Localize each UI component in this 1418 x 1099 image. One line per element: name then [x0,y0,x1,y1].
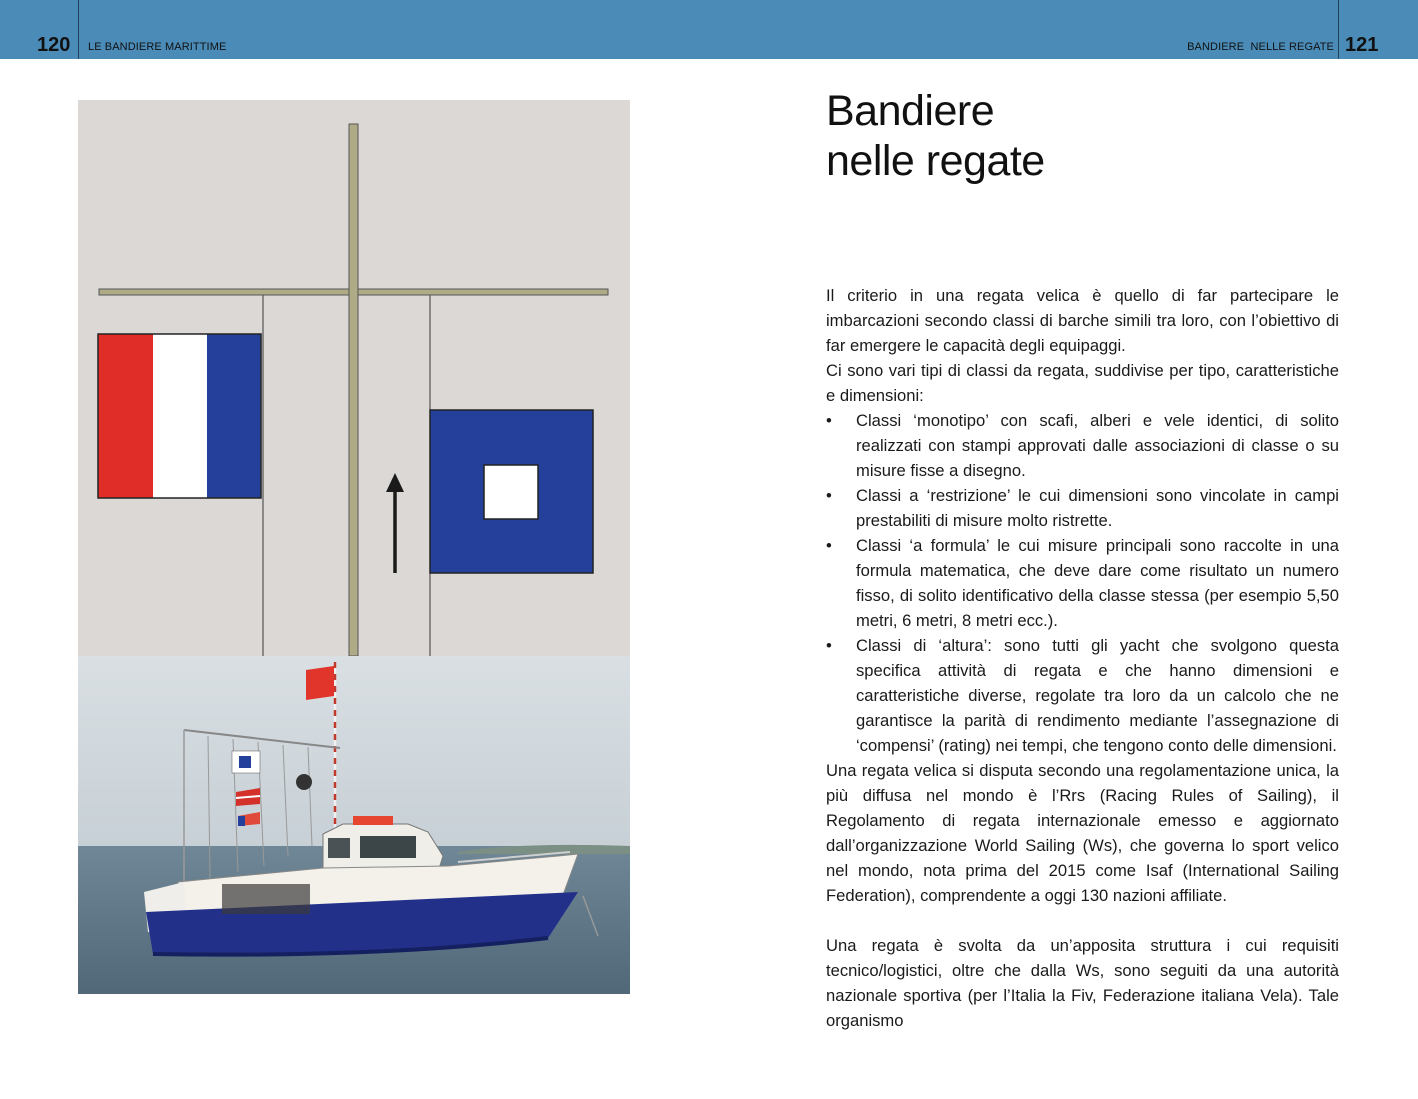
mast [349,124,358,656]
title-line-2: nelle regate [826,137,1045,185]
article-title [826,86,1346,186]
list-item-text: Classi di ‘altura’: sono tutti gli yacht che svolgono questa specifica attività di regata e che hanno dimensioni e caratteristiche diverse, regolate tra loro da un calcolo che ne garantisce la parità di rendimento mediante l’assegnazione di ‘compensi’ (rating) nei tempi, che tengono conto delle dimensioni. [856,636,1339,755]
header-divider-right [1338,0,1339,59]
life-ring [353,816,393,825]
classes-intro-paragraph: Ci sono vari tipi di classi da regata, suddivise per tipo, caratteristiche e dimensioni: [826,361,1339,405]
left-page-number: 120 [37,34,71,56]
rrs-paragraph: Una regata velica si disputa secondo una regolamentazione unica, la più diffusa nel mondo è l’Rrs (Racing Rules of Sailing), il Regolamento di regata internazionale emesso e aggiornato dall’organizzazione World Sailing (Ws), che governa lo sport velico nel mondo, nota prima del 2015 come Isaf (International Sailing Federation), comprendente a oggi 130 nazioni affiliate. [826,761,1339,905]
list-item [826,408,1339,483]
boat-photo [78,656,630,994]
right-running-head: BANDIERE NELLE REGATE [1187,41,1334,53]
header-divider-left [78,0,79,59]
title-line-1: Bandiere [826,87,995,135]
bullet-symbol: • [826,636,832,655]
red-flag [306,666,334,700]
small-flag-3-blue [238,816,245,826]
bullet-symbol: • [826,411,832,430]
radar-reflector [296,774,312,790]
bullet-symbol: • [826,486,832,505]
small-flag-1-center [239,756,251,768]
list-item-text: Classi ‘monotipo’ con scafi, alberi e vele identici, di solito realizzati con stampi approvati dalle associazioni di classe o su misure fisse a disegno. [856,411,1339,480]
flag-hoist-diagram [78,100,630,656]
flag-white-stripe [153,334,207,498]
page-header [0,0,1418,59]
list-item-text: Classi ‘a formula’ le cui misure principali sono raccolte in una formula matematica, che deve dare come risultato un numero fisso, di solito identificativo della classe stessa (per esempio 5,50 metri, 6 metri, 8 metri ecc.). [856,536,1339,630]
blue-peter-flag [430,410,593,573]
list-item [826,533,1339,633]
cabin-window [360,836,416,858]
classes-list [826,408,1339,758]
list-item [826,483,1339,533]
structure-paragraph: Una regata è svolta da un’apposita struttura i cui requisiti tecnico/logistici, oltre che dalla Ws, sono seguiti da una autorità nazionale sportiva (per l’Italia la Fiv, Federazione italiana Vela). Tale organismo [826,936,1339,1030]
article-body [826,283,1339,1033]
flag-white-square [484,465,538,519]
list-item [826,633,1339,758]
stern-panel [222,884,310,914]
flag-red-stripe [98,334,153,498]
left-running-head: LE BANDIERE MARITTIME [88,41,227,53]
list-item-text: Classi a ‘restrizione’ le cui dimensioni sono vincolate in campi prestabiliti di misure molto ristrette. [856,486,1339,530]
tricolor-flag [98,334,261,498]
right-page-number: 121 [1345,34,1379,56]
flag-blue-stripe [207,334,261,498]
cabin-side-window [328,838,350,858]
bullet-symbol: • [826,536,832,555]
intro-paragraph: Il criterio in una regata velica è quello di far partecipare le imbarcazioni secondo classi di barche simili tra loro, con l’obiettivo di far emergere le capacità degli equipaggi. [826,286,1339,355]
